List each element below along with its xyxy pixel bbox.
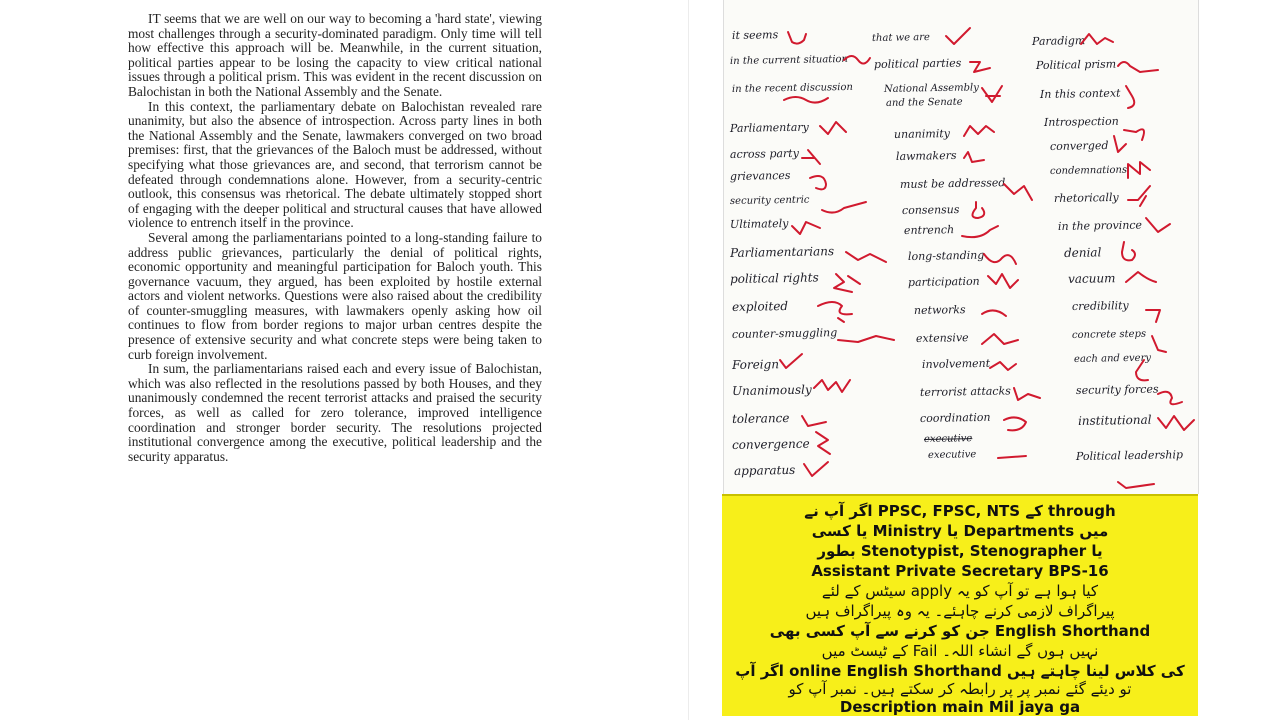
shorthand-outline [786, 28, 810, 48]
shorthand-outline [988, 356, 1018, 378]
newspaper-article [128, 12, 542, 712]
shorthand-outline [778, 350, 804, 372]
shorthand-outline [1010, 384, 1042, 406]
promo-line: کے ٹیسٹ میں Fail نہیں ہوں گے انشاء اللہ۔ [821, 642, 1099, 660]
note-word: Unanimously [731, 382, 812, 398]
note-word: executive [927, 449, 977, 461]
shorthand-outline [980, 330, 1020, 352]
shorthand-outline [812, 376, 852, 400]
shorthand-outline [966, 200, 988, 224]
note-word: grievances [729, 168, 791, 183]
shorthand-outline [1148, 334, 1168, 360]
shorthand-outline [960, 222, 1000, 242]
shorthand-outline [986, 270, 1020, 296]
note-word: tolerance [731, 410, 790, 426]
note-word: it seems [731, 28, 779, 42]
note-word: terrorist attacks [919, 384, 1011, 399]
shorthand-outline [800, 146, 828, 168]
promo-line: Description main Mil jaya ga [839, 698, 1081, 716]
note-word: long-standing [907, 248, 985, 263]
note-word: counter-smuggling [731, 326, 838, 341]
shorthand-outline [968, 56, 994, 78]
note-word: denial [1063, 245, 1102, 260]
shorthand-notes-sheet [723, 0, 1199, 494]
shorthand-outline [782, 92, 830, 110]
note-word: Political leadership [1075, 448, 1184, 463]
shorthand-outline [996, 448, 1030, 466]
note-word: must be addressed [899, 176, 1006, 191]
promo-line: جن کو کرنے سے آپ کسی بھی English Shorthand [769, 622, 1151, 640]
shorthand-outline [1144, 304, 1174, 324]
shorthand-outline [800, 410, 828, 432]
note-word: credibility [1071, 299, 1129, 313]
note-word: lawmakers [895, 148, 957, 163]
note-word: political rights [729, 270, 819, 286]
shorthand-outline [944, 26, 974, 48]
note-word: consensus [901, 202, 960, 217]
note-word: Parliamentary [729, 120, 809, 135]
note-word: coordination [919, 410, 991, 425]
note-word: Political prism [1035, 57, 1117, 72]
promo-line: بطور Stenotypist, Stenographer یا [817, 542, 1103, 560]
shorthand-outline [820, 196, 868, 218]
promo-line: اگر آپ online English Shorthand کی کلاس لینا چاہتے ہیں [735, 662, 1185, 680]
promo-line: اگر آپ نے PPSC, FPSC, NTS کے through [804, 502, 1116, 520]
shorthand-outline [1110, 134, 1130, 158]
note-word: concrete steps [1071, 328, 1147, 341]
note-word: and the Senate [885, 96, 963, 109]
note-word: executive [923, 433, 973, 445]
shorthand-outline [1002, 178, 1038, 206]
shorthand-outline [830, 270, 864, 298]
note-word: in the province [1057, 218, 1143, 233]
shorthand-outline [844, 244, 888, 268]
article-paragraph-3: Several among the parliamentarians pointed to a long-standing failure to address public grievances, particularly the denial of political rights, economic opportunity and meaningful participation for Baloch youth. This governance vacuum, they argued, has been exploited by hostile external actors and violent networks. Questions were also raised about the credibility of counter-smuggling measures, with lawmakers openly asking how oil continues to flow from border regions to major urban centres despite the presence of extensive security and what concrete steps were being taken to curb foreign involvement. [128, 229, 542, 362]
shorthand-outline [1124, 158, 1154, 184]
note-word: converged [1049, 138, 1109, 153]
note-word: institutional [1077, 412, 1152, 428]
note-word: vacuum [1067, 271, 1116, 286]
note-word: each and every [1073, 352, 1152, 365]
promo-banner [722, 494, 1198, 716]
promo-line: پیراگراف لازمی کرنے چاہئے۔ یہ وہ پیراگراف ہیں [805, 602, 1115, 620]
note-word: participation [907, 274, 980, 289]
note-word: National Assembly [883, 82, 979, 95]
note-word: convergence [731, 436, 810, 452]
shorthand-outline [1156, 410, 1196, 438]
article-paragraph-1: IT seems that we are well on our way to becoming a 'hard state', viewing most challenges through a security-dominated paradigm. Only time will tell how effective this approach will be. Meanwhile, in the current situation, political parties appear to be losing the capacity to view critical national issues through a political prism. This was evident in the recent discussion on Balochistan in both the National Assembly and the Senate. [128, 11, 542, 99]
shorthand-outline [1144, 214, 1172, 238]
shorthand-outline [836, 328, 896, 350]
shorthand-outline [790, 216, 822, 238]
shorthand-outline [980, 82, 1006, 108]
promo-line: سیٹس کے لئے apply کیا ہوا ہے تو آپ کو یہ [821, 582, 1099, 600]
shorthand-outline [1000, 414, 1030, 438]
note-word: involvement [921, 356, 991, 371]
note-word: condemnations [1049, 164, 1128, 177]
note-word: political parties [873, 56, 962, 71]
note-word: Paradigm [1031, 34, 1086, 48]
shorthand-outline [1116, 474, 1156, 492]
note-word: Parliamentarians [729, 244, 835, 260]
promo-line: تو دیئے گئے نمبر پر پر رابطہ کر سکتے ہیں۔ نمبر آپ کو [788, 680, 1132, 698]
shorthand-outline [982, 248, 1018, 272]
note-word: unanimity [893, 127, 951, 141]
note-word: across party [729, 146, 799, 161]
article-paragraph-2: In this context, the parliamentary debate on Balochistan revealed rare unanimity, but also the absence of introspection. Across party lines in both the National Assembly and the Senate, lawmakers converged on two broad premises: first, that the grievances of the Baloch must be addressed, without specifying what those grievances are, and second, that terrorism cannot be defeated through condemnations alone. However, from a security-centric outlook, this consensus was rhetorical. The debate ultimately stopped short of engaging with the deeper political and structural causes that have allowed violence to entrench itself in the province. [128, 98, 542, 231]
promo-line: Assistant Private Secretary BPS-16 [811, 562, 1109, 580]
note-word: entrench [903, 223, 955, 237]
note-word: Ultimately [729, 216, 789, 231]
note-word: in the current situation [729, 53, 849, 67]
shorthand-outline [802, 458, 832, 482]
note-word: security forces [1075, 382, 1159, 397]
note-word: that we are [871, 31, 931, 44]
page-divider [688, 0, 689, 720]
note-word: networks [913, 303, 966, 317]
note-word: in the recent discussion [731, 81, 854, 95]
note-word: Introspection [1043, 114, 1119, 129]
note-word: extensive [915, 331, 969, 345]
shorthand-outline [816, 296, 858, 324]
shorthand-outline [1122, 84, 1144, 112]
promo-line: یا کسی Ministry یا Departments میں [811, 522, 1109, 540]
shorthand-outline [818, 118, 850, 138]
shorthand-outline [812, 430, 834, 460]
shorthand-outline [1079, 30, 1115, 50]
shorthand-outline [962, 148, 986, 166]
note-word: In this context [1039, 86, 1121, 101]
article-paragraph-4: In sum, the parliamentarians raised each and every issue of Balochistan, which was also reflected in the resolutions passed by both Houses, and they unanimously condemned the recent terrorist attacks and praised the security forces, as well as called for zero tolerance, improved intelligence coordination and stronger border security. The resolutions projected institutional convergence among the executive, political leadership and the security apparatus. [128, 361, 542, 464]
note-word: exploited [731, 299, 789, 314]
note-word: Foreign [731, 357, 780, 372]
shorthand-outline [980, 304, 1008, 322]
note-word: security centric [729, 194, 810, 207]
note-word: rhetorically [1053, 190, 1119, 205]
shorthand-outline [1116, 56, 1160, 80]
note-word: apparatus [733, 462, 796, 478]
shorthand-outline [1156, 386, 1186, 410]
shorthand-outline [962, 122, 996, 142]
shorthand-outline [1116, 240, 1140, 266]
shorthand-outline [1124, 268, 1158, 288]
shorthand-outline [842, 50, 872, 72]
shorthand-outline [1126, 184, 1154, 212]
shorthand-outline [808, 172, 836, 196]
